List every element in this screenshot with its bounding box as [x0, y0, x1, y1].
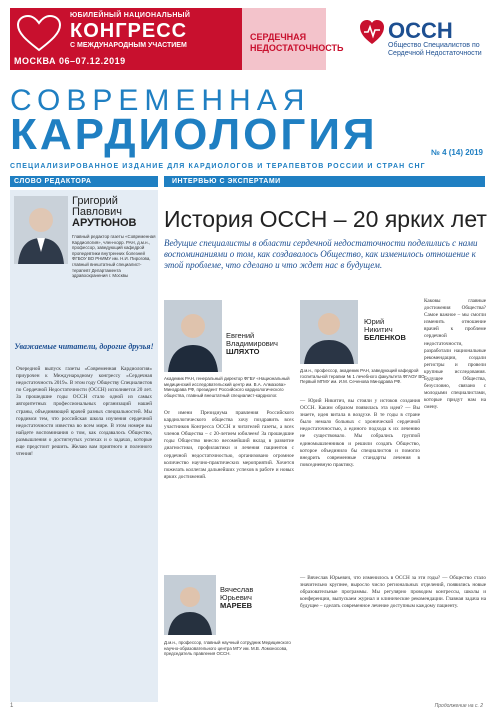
congress-title: КОНГРЕСС [70, 20, 188, 42]
congress-line3: С МЕЖДУНАРОДНЫМ УЧАСТИЕМ [70, 42, 187, 49]
continuation-note[interactable]: Продолжение на с. 2 [434, 703, 483, 709]
article-title: История ОССН – 20 ярких лет [164, 206, 487, 232]
congress-topic: СЕРДЕЧНАЯ НЕДОСТАТОЧНОСТЬ [250, 32, 344, 53]
expert-first: Вячеслав [220, 585, 254, 594]
person-silhouette-icon [164, 300, 222, 372]
editor-first: Григорий [72, 195, 118, 207]
congress-banner[interactable] [10, 8, 242, 70]
expert-middle: Юрьевич [220, 593, 252, 603]
ossn-title: ОССН [388, 18, 453, 43]
expert-first: Евгений [226, 331, 255, 340]
article-column-3: Каковы главные достижения Общества? Самое важное – мы смогли изменить отношение врачей к проблеме сердечной недостаточности, разработали национальные рекомендации, создали регистры и провели крупные исследования. Будущее Общества, безусловно, связано с молодыми специалистами, которые придут нам на смену. [424, 298, 486, 411]
congress-date: МОСКВА 06–07.12.2019 [14, 56, 126, 66]
congress-topic-box [242, 8, 344, 70]
masthead-line1: СОВРЕМЕННАЯ [10, 84, 311, 117]
heart-logo-icon [16, 14, 62, 52]
expert-last: БЕЛЕНКОВ [364, 333, 406, 343]
expert-name [220, 586, 290, 611]
page-number: 1 [10, 703, 14, 709]
expert-middle: Владимирович [226, 339, 278, 349]
section-interview-bar: ИНТЕРВЬЮ С ЭКСПЕРТАМИ [164, 176, 485, 187]
person-silhouette-icon [14, 196, 68, 264]
editor-column [10, 190, 158, 702]
expert-photo [164, 300, 222, 372]
expert-last: МАРЕЕВ [220, 601, 253, 611]
expert-last: ШЛЯХТО [226, 347, 260, 357]
editor-name [72, 196, 156, 229]
article-column-2: — Юрий Никитич, вы стояли у истоков создания ОССН. Каким образом появилась эта идея? — Вы знаете, идея витала в воздухе. В те годы в стране было немало больных с хронической сердечной недостаточностью, а единого подхода к их лечению не существовало. Мы собрались группой единомышленников и решили создать Общество, которое объединило бы специалистов и помогло внедрить современные стандарты лечения в повседневную практику. [300, 398, 420, 468]
expert-bio: Д.м.н., профессор, академик РАН, заведующий кафедрой госпитальной терапии № 1 лечебного факультета ФГАОУ ВО Первый МГМУ им. И.М. Сеченова Минздрава РФ. [300, 368, 425, 385]
article-column-1: От имени Президиума правления Российского кардиологического общества хочу поздравить всех участников Конгресса ОССН и читателей газеты, а всех членов Общества – с 20-летием юбилеем! За прошедшие годы Общество внесло весомейший вклад в развитие диагностики, профилактики и лечения пациентов с сердечной недостаточностью, организовано огромное количество научно-практических мероприятий. Хочется пожелать коллегам дальнейших успехов в работе и новых ярких достижений. [164, 410, 294, 480]
editor-text: Очередной выпуск газеты «Современная Кардиология» приурочен к Международному конгрессу «Сердечная недостаточность 2019». В этом году Обществу Специалистов по Сердечной Недостаточности (ОССН) исполняется 20 лет. За прошедшие годы ОССН стало одной из самых авторитетных профессиональных организаций нашей страны, объединяющей врачей разных специальностей. Мы гордимся тем, что российская школа изучения сердечной недостаточности известна во всем мире. В этом номере вы найдете воспоминания о том, как создавалось Общество, размышления о достигнутых успехах и о задачах, которые еще предстоит решить. Желаю вам приятного и полезного чтения! [16, 366, 152, 458]
ossn-logo-icon [358, 18, 386, 46]
expert-photo [300, 300, 358, 364]
top-banner [0, 0, 495, 78]
person-silhouette-icon [300, 300, 358, 364]
article-column-4: — Вячеслав Юрьевич, что изменилось в ОССН за эти годы? — Общество стало значительно крупнее, выросло число региональных отделений, появились новые образовательные программы. Мы регулярно проводим конгрессы, школы и конференции, выпускаем журнал и клинические рекомендации. Главная задача на будущее – сделать современное лечение доступным каждому пациенту. [300, 575, 486, 610]
expert-bio: Академик РАН, генеральный директор ФГБУ «Национальный медицинский исследовательский центр им. В.А. Алмазова» Минздрава РФ, президент Российского кардиологического общества, главный внештатный специалист-кардиолог. [164, 376, 290, 398]
person-silhouette-icon [164, 575, 216, 635]
ossn-subtitle: Общество Специалистов по Сердечной Недостаточности [388, 42, 482, 57]
editor-last: АРУТЮНОВ [72, 217, 137, 229]
tagline: СПЕЦИАЛИЗИРОВАННОЕ ИЗДАНИЕ ДЛЯ КАРДИОЛОГОВ И ТЕРАПЕВТОВ РОССИИ И СТРАН СНГ [10, 163, 426, 170]
expert-name [226, 332, 296, 357]
masthead-line2: КАРДИОЛОГИЯ [10, 110, 378, 159]
issue-number: № 4 (14) 2019 [430, 148, 483, 157]
editor-middle: Павлович [72, 206, 122, 218]
congress-line1: ЮБИЛЕЙНЫЙ НАЦИОНАЛЬНЫЙ [70, 12, 191, 19]
expert-first: Юрий [364, 317, 385, 326]
editor-photo [14, 196, 68, 264]
article-lede: Ведущие специалисты в области сердечной недостаточности поделились с нами воспоминаниями о том, как создавалось Общество, как изменилось отношение к этой проблеме, что сделано и что ждет нас в будущем. [164, 238, 478, 271]
editor-greeting: Уважаемые читатели, дорогие друзья! [14, 342, 154, 351]
section-editor-bar: СЛОВО РЕДАКТОРА [10, 176, 158, 187]
expert-photo [164, 575, 216, 635]
expert-middle: Никитич [364, 325, 393, 335]
editor-bio: Главный редактор газеты «Современная Кардиология», член-корр. РАН, д.м.н., профессор, заведующий кафедрой пропедевтики внутренних болезней ФГБОУ ВО РНИМУ им. Н.И. Пирогова, главный внештатный специалист-терапевт Департамента здравоохранения г. Москвы [72, 234, 156, 279]
expert-bio: Д.м.н., профессор, главный научный сотрудник Медицинского научно-образовательного центра МГУ им. М.В. Ломоносова, председатель правления ОССН. [164, 640, 291, 657]
